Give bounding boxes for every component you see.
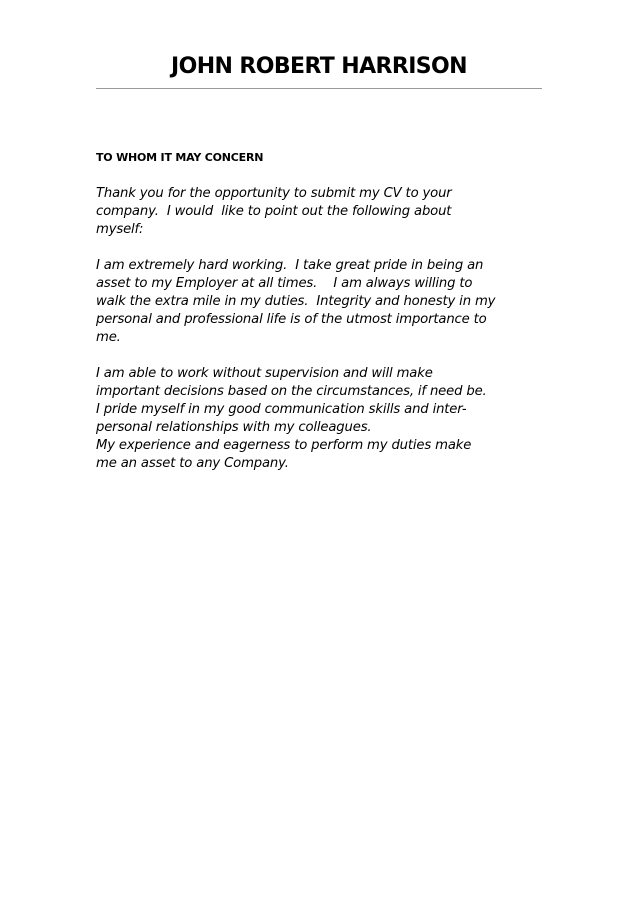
text-line: personal and professional life is of the utmost importance to	[96, 312, 487, 327]
letter-body	[96, 185, 544, 491]
text-line: I am able to work without supervision and will make	[96, 366, 433, 381]
paragraph-skills	[96, 365, 544, 473]
text-line: important decisions based on the circumstances, if need be.	[96, 384, 487, 399]
text-line: I am extremely hard working. I take great pride in being an	[96, 258, 484, 273]
page-title: JOHN ROBERT HARRISON	[171, 54, 467, 79]
paragraph-work-ethic	[96, 257, 544, 347]
text-line: Thank you for the opportunity to submit my CV to your	[96, 186, 452, 201]
text-line: walk the extra mile in my duties. Integrity and honesty in my	[96, 294, 496, 309]
text-line: personal relationships with my colleagues.	[96, 420, 372, 435]
text-line: My experience and eagerness to perform my duties make	[96, 438, 472, 453]
text-line: I pride myself in my good communication skills and inter-	[96, 402, 467, 417]
text-line: me.	[96, 330, 121, 345]
paragraph-intro	[96, 185, 544, 239]
header-divider	[96, 88, 542, 89]
text-line: myself:	[96, 222, 144, 237]
text-line: asset to my Employer at all times. I am always willing to	[96, 276, 473, 291]
text-line: company. I would like to point out the following about	[96, 204, 452, 219]
salutation: TO WHOM IT MAY CONCERN	[96, 151, 264, 164]
text-line: me an asset to any Company.	[96, 456, 289, 471]
